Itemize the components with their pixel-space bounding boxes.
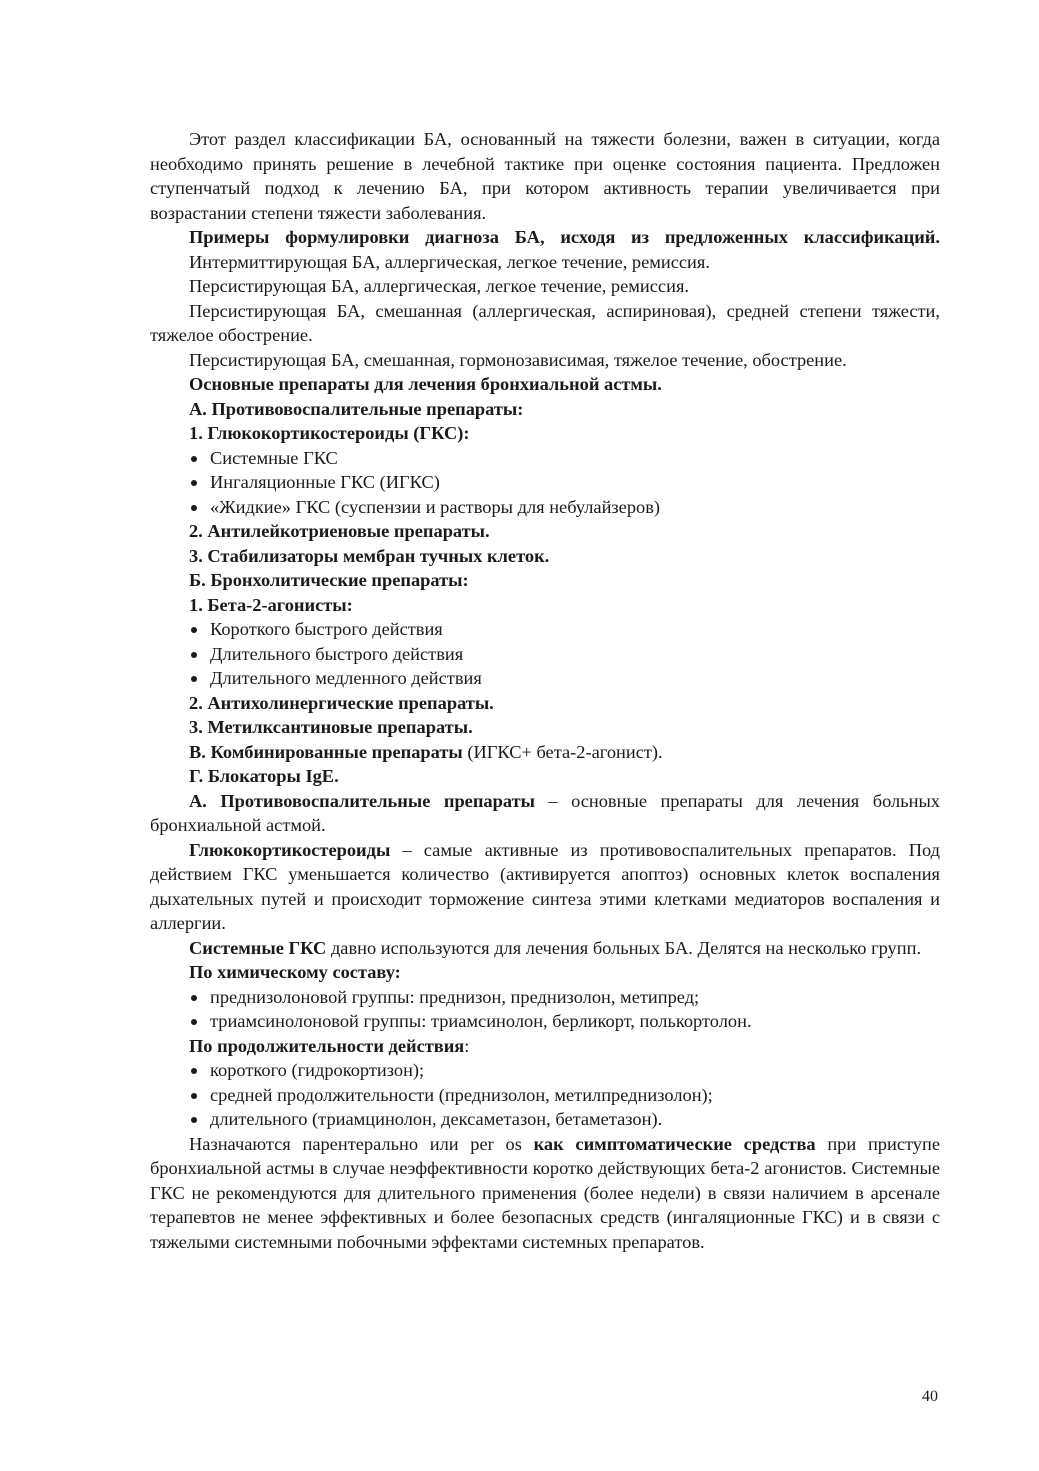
glucocorticosteroids-rest: – самые активные из противовоспалительных препаратов. Под действием ГКС уменьшается количество (активируется апоптоз) основных клеток воспаления дыхательных путей и происходит торможение синтеза этими клетками медиаторов воспаления и аллергии. <box>150 839 940 933</box>
section-b-heading <box>150 568 940 593</box>
duration-list <box>150 1058 940 1132</box>
gks-list <box>150 446 940 520</box>
example-diagnosis: Интермиттирующая БА, аллергическая, легкое течение, ремиссия. <box>189 251 710 272</box>
glucocorticosteroids-paragraph <box>150 838 940 936</box>
anti-inflammatory-rest: – основные препараты для лечения больных бронхиальной астмой. <box>150 790 940 835</box>
list-item: средней продолжительности (преднизолон, метилпреднизолон); <box>189 1083 940 1108</box>
list-item: длительного (триамцинолон, дексаметазон, бетаметазон). <box>189 1107 940 1132</box>
section-v-bold: В. Комбинированные препараты <box>189 741 463 762</box>
section-a-heading <box>150 397 940 422</box>
list-item: Длительного быстрого действия <box>189 642 940 667</box>
administration-pre: Назначаются парентерально или per os <box>189 1133 534 1154</box>
gks-heading <box>150 421 940 446</box>
example-diagnosis: Персистирующая БА, аллергическая, легкое течение, ремиссия. <box>189 276 689 296</box>
section-v-rest: (ИГКС+ бета-2-агонист). <box>462 741 663 762</box>
administration-paragraph <box>150 1132 940 1255</box>
section-g-heading <box>150 764 940 789</box>
drugs-heading <box>150 372 940 397</box>
intro-paragraph: Этот раздел классификации БА, основанный на тяжести болезни, важен в ситуации, когда необходимо принять решение в лечебной тактике при оценке состояния пациента. Предложен ступенчатый подход к лечению БА, при котором активность терапии увеличивается при возрастании степени тяжести заболевания. <box>150 129 940 223</box>
chemical-composition-heading-text: По химическому составу: <box>189 962 401 982</box>
section-v-heading <box>150 740 940 765</box>
anti-inflammatory-bold: А. Противовоспалительные препараты <box>189 790 535 811</box>
example-diagnosis: Персистирующая БА, смешанная, гормонозависимая, тяжелое течение, обострение. <box>189 349 847 370</box>
methylxanthine-heading <box>150 715 940 740</box>
duration-heading <box>150 1034 940 1059</box>
list-item: короткого (гидрокортизон); <box>189 1058 940 1083</box>
antileukotriene-heading-text: 2. Антилейкотриеновые препараты. <box>189 521 490 541</box>
list-item: Системные ГКС <box>189 446 940 471</box>
systemic-gks-paragraph <box>150 936 940 961</box>
mast-cell-stabilizers-heading-text: 3. Стабилизаторы мембран тучных клеток. <box>189 545 550 566</box>
systemic-gks-bold: Системные ГКС <box>189 937 327 958</box>
examples-heading <box>150 225 940 250</box>
anticholinergic-heading-text: 2. Антихолинергические препараты. <box>189 692 494 713</box>
anti-inflammatory-paragraph <box>150 789 940 838</box>
list-item: Короткого быстрого действия <box>189 617 940 642</box>
beta-agonists-heading <box>150 593 940 618</box>
list-item: «Жидкие» ГКС (суспензии и растворы для небулайзеров) <box>189 495 940 520</box>
administration-post: при приступе бронхиальной астмы в случае неэффективности коротко действующих бета-2 агонистов. Системные ГКС не рекомендуются для длительного применения (более недели) в связи наличием в арсенале терапевтов не менее эффективных и более безопасных средств (ингаляционные ГКС) и в связи с тяжелыми системными побочными эффектами системных препаратов. <box>150 1133 940 1252</box>
list-item: преднизолоновой группы: преднизон, преднизолон, метипред; <box>189 985 940 1010</box>
section-g-heading-text: Г. Блокаторы IgE. <box>189 766 339 786</box>
list-item: Длительного медленного действия <box>189 666 940 691</box>
methylxanthine-heading-text: 3. Метилксантиновые препараты. <box>189 717 473 737</box>
duration-heading-text: По продолжительности действия <box>189 1035 465 1056</box>
list-item: Ингаляционные ГКС (ИГКС) <box>189 470 940 495</box>
beta-agonists-list <box>150 617 940 691</box>
administration-bold: как симптоматические средства <box>533 1133 816 1154</box>
glucocorticosteroids-bold: Глюкокортикостероиды <box>189 839 391 860</box>
section-b-heading-text: Б. Бронхолитические препараты: <box>189 570 469 590</box>
chemical-composition-heading <box>150 960 940 985</box>
example-diagnosis: Персистирующая БА, смешанная (аллергическая, аспириновая), средней степени тяжести, тяжелое обострение. <box>150 300 940 345</box>
section-a-heading-text: А. Противовоспалительные препараты: <box>189 398 524 419</box>
page-number: 40 <box>922 1388 938 1405</box>
mast-cell-stabilizers-heading <box>150 544 940 569</box>
anticholinergic-heading <box>150 691 940 716</box>
antileukotriene-heading <box>150 519 940 544</box>
list-item: триамсинолоновой группы: триамсинолон, берликорт, полькортолон. <box>189 1009 940 1034</box>
gks-heading-text: 1. Глюкокортикостероиды (ГКС): <box>189 423 470 443</box>
chemical-composition-list <box>150 985 940 1034</box>
systemic-gks-rest: давно используются для лечения больных БА. Делятся на несколько групп. <box>326 937 922 958</box>
beta-agonists-heading-text: 1. Бета-2-агонисты: <box>189 594 353 615</box>
examples-heading-text: Примеры формулировки диагноза БА, исходя из предложенных классификаций. <box>189 227 940 247</box>
document-page <box>150 127 940 1254</box>
duration-heading-colon: : <box>464 1035 470 1056</box>
drugs-heading-text: Основные препараты для лечения бронхиальной астмы. <box>189 374 662 394</box>
